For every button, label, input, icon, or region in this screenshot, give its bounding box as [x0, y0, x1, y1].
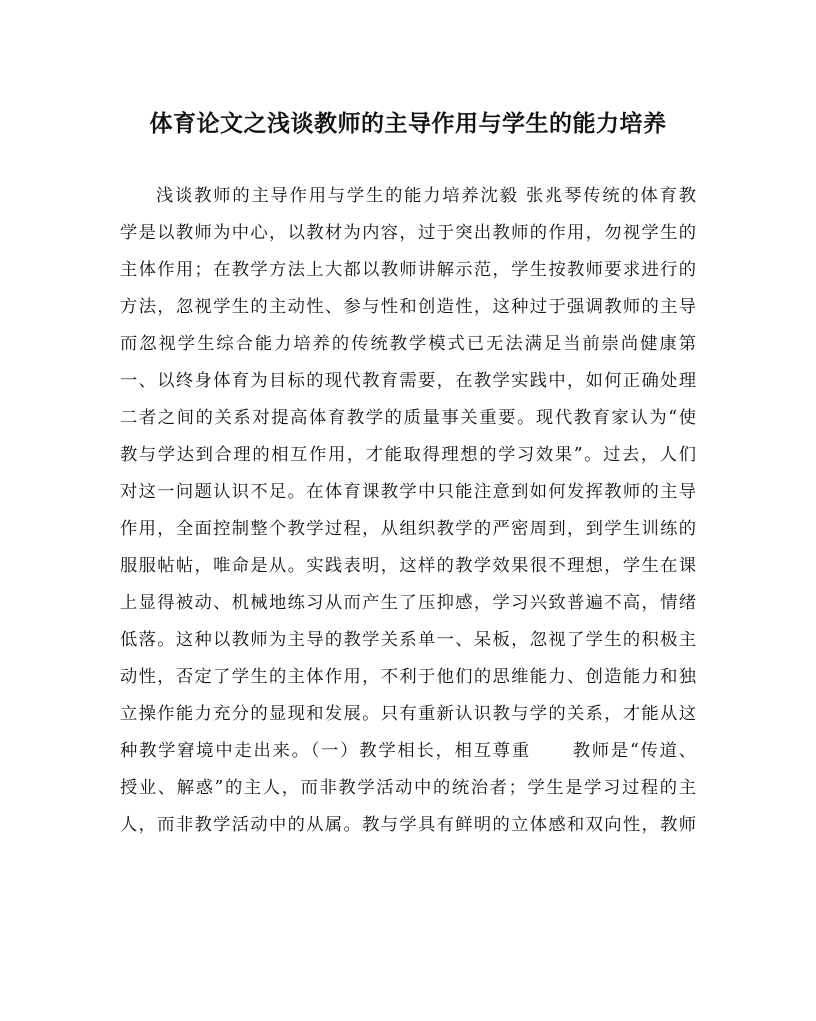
paragraph-line: 作用，全面控制整个教学过程，从组织教学的严密周到，到学生训练的 [120, 519, 696, 539]
paragraph-line: 上显得被动、机械地练习从而产生了压抑感，学习兴致普遍不高，情绪 [120, 593, 696, 613]
section-heading-text: 种教学窘境中走出来。（一）教学相长，相互尊重 [120, 741, 531, 761]
document-title: 体育论文之浅谈教师的主导作用与学生的能力培养 [149, 110, 667, 137]
paragraph-line: 主体作用；在教学方法上大都以教师讲解示范，学生按教师要求进行的 [120, 260, 696, 280]
paragraph-line: 浅谈教师的主导作用与学生的能力培养沈毅 张兆琴传统的体育教 [156, 186, 696, 206]
paragraph-line: 教与学达到合理的相互作用，才能取得理想的学习效果”。过去，人们 [120, 445, 696, 465]
paragraph-line [120, 733, 696, 770]
paragraph-line: 人，而非教学活动中的从属。教与学具有鲜明的立体感和双向性，教师 [120, 815, 696, 835]
document-body [120, 178, 696, 844]
paragraph-line: 学是以教师为中心，以教材为内容，过于突出教师的作用，勿视学生的 [120, 223, 696, 243]
paragraph-line: 立操作能力充分的显现和发展。只有重新认识教与学的关系，才能从这 [120, 704, 696, 724]
paragraph-line: 对这一问题认识不足。在体育课教学中只能注意到如何发挥教师的主导 [120, 482, 696, 502]
paragraph-line: 授业、解惑”的主人，而非教学活动中的统治者；学生是学习过程的主 [120, 778, 696, 798]
paragraph-line: 方法，忽视学生的主动性、参与性和创造性，这种过于强调教师的主导 [120, 297, 696, 317]
paragraph-line: 动性，否定了学生的主体作用，不利于他们的思维能力、创造能力和独 [120, 667, 696, 687]
paragraph-line: 服服帖帖，唯命是从。实践表明，这样的教学效果很不理想，学生在课 [120, 556, 696, 576]
paragraph-continuation: 教师是“传道、 [570, 741, 696, 761]
paragraph-line: 一、以终身体育为目标的现代教育需要，在教学实践中，如何正确处理 [120, 371, 696, 391]
paragraph-line: 二者之间的关系对提高体育教学的质量事关重要。现代教育家认为“使 [120, 408, 696, 428]
paragraph-line: 低落。这种以教师为主导的教学关系单一、呆板，忽视了学生的积极主 [120, 630, 696, 650]
paragraph-line: 而忽视学生综合能力培养的传统教学模式已无法满足当前崇尚健康第 [120, 334, 696, 354]
